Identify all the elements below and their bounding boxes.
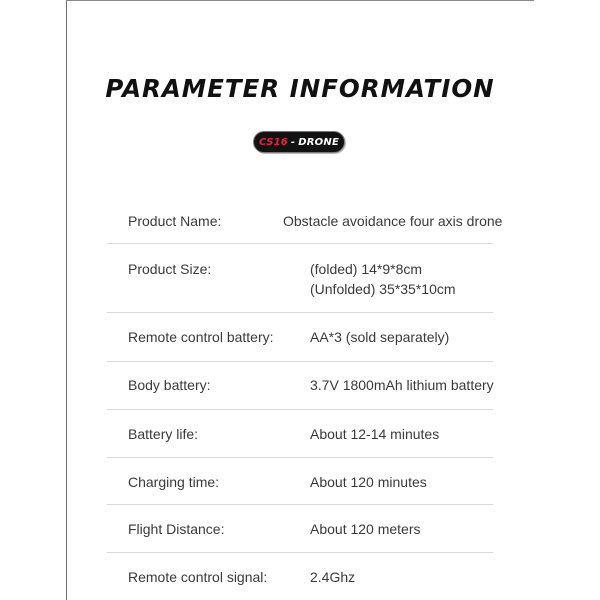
- badge-type: DRONE: [298, 136, 339, 148]
- spec-value-line: (Unfolded) 35*35*10cm: [310, 281, 456, 297]
- spec-value: 3.7V 1800mAh lithium battery: [310, 377, 494, 393]
- spec-row-charging-time: [107, 458, 493, 505]
- spec-label: Product Name:: [128, 213, 222, 229]
- spec-value: About 12-14 minutes: [310, 426, 440, 442]
- spec-value-line: (folded) 14*9*8cm: [310, 261, 423, 277]
- badge-model: CS16: [259, 136, 288, 148]
- spec-label: Remote control battery:: [128, 329, 274, 345]
- spec-table: [107, 196, 503, 599]
- spec-row-product-name: [107, 196, 503, 244]
- spec-label: Flight Distance:: [128, 521, 225, 537]
- spec-value: 2.4Ghz: [310, 569, 356, 585]
- spec-row-battery-life: [107, 410, 493, 458]
- frame-top-border: [66, 0, 534, 1]
- spec-label: Charging time:: [128, 474, 220, 490]
- spec-value: About 120 minutes: [310, 474, 427, 490]
- spec-row-product-size: [107, 244, 493, 313]
- spec-label: Body battery:: [128, 377, 211, 393]
- frame-left-border: [66, 0, 67, 600]
- spec-value: AA*3 (sold separately): [310, 329, 450, 345]
- spec-label: Product Size:: [128, 261, 212, 277]
- spec-row-remote-signal: [107, 553, 493, 599]
- spec-value: About 120 meters: [310, 521, 421, 537]
- spec-value: [310, 259, 456, 299]
- spec-row-remote-battery: [107, 313, 493, 362]
- spec-label: Remote control signal:: [128, 569, 268, 585]
- badge-separator: -: [290, 136, 296, 148]
- spec-label: Battery life:: [128, 426, 199, 442]
- spec-row-body-battery: [107, 362, 493, 410]
- spec-row-flight-distance: [107, 505, 493, 553]
- page-title: PARAMETER INFORMATION: [105, 74, 495, 103]
- spec-value: Obstacle avoidance four axis drone: [283, 213, 503, 229]
- model-badge: [253, 131, 345, 153]
